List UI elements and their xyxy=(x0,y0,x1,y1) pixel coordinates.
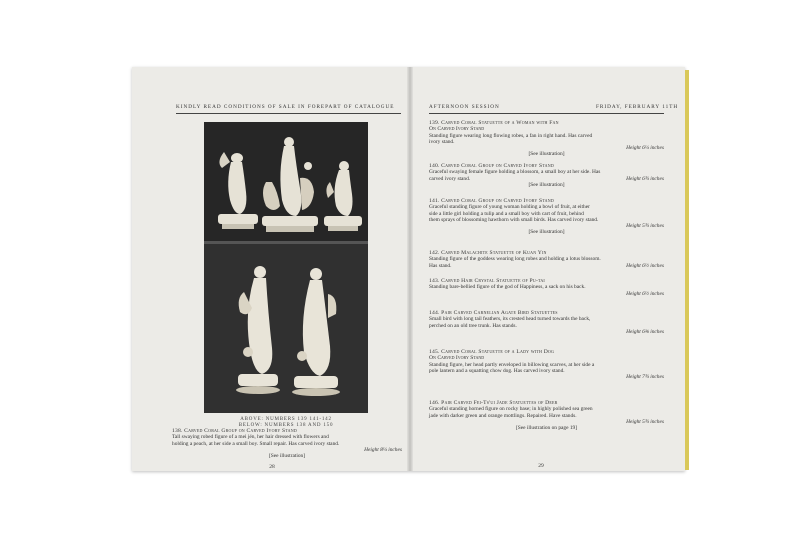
page-edge xyxy=(685,70,689,470)
lot-height: Height 7¾ inches xyxy=(626,374,664,381)
running-head-session: AFTERNOON SESSION xyxy=(429,104,500,110)
lot-description: Standing figure of the goddess wearing long robes and holding a lotus blossom. xyxy=(429,256,601,263)
lot-description: Standing figure wearing long flowing robes, a fan in right hand. Has carved xyxy=(429,132,593,139)
lot-title: 145. Carved Coral Statuette of a Lady with Dog xyxy=(429,349,555,355)
right-page xyxy=(413,67,685,471)
lot-illustration-note: [See illustration] xyxy=(268,453,306,460)
lot-title: 138. Carved Coral Group on Carved Ivory Stand xyxy=(172,428,297,434)
lot-entry xyxy=(429,278,664,297)
photo-caption-above: ABOVE: NUMBERS 139 141-142 xyxy=(240,417,332,422)
lot-description: Tall swaying robed figure of a mei jén, her hair dressed with flowers and xyxy=(172,434,329,441)
page-number: 28 xyxy=(269,464,275,470)
lot-description: perched on an old tree trunk. Has stands. xyxy=(429,322,517,329)
lot-subtitle: On Carved Ivory Stand xyxy=(429,126,485,133)
header-rule xyxy=(176,113,401,114)
lot-title: 142. Carved Malachite Statuette of Kuan Yin xyxy=(429,250,547,256)
lot-title: 139. Carved Coral Statuette of a Woman with Fan xyxy=(429,120,559,126)
lot-description: Small bird with long tail feathers, its crested head turned towards the back, xyxy=(429,316,591,323)
lot-description: Has stand. xyxy=(429,262,452,269)
running-head: KINDLY READ CONDITIONS OF SALE IN FOREPART OF CATALOGUE xyxy=(176,104,395,110)
lot-entry xyxy=(429,120,664,158)
lot-description: Graceful standing horned figure on rocky base; in highly polished sea green xyxy=(429,406,593,413)
lot-height: Height 6½ inches xyxy=(626,262,664,269)
lot-height: Height 6½ inches xyxy=(626,290,664,297)
lot-height: Height 6⅜ inches xyxy=(626,328,664,335)
lot-height: Height 5¾ inches xyxy=(626,223,664,230)
open-catalogue-book xyxy=(132,67,685,471)
lot-height: Height 5¾ inches xyxy=(626,418,664,425)
lot-height: Height 8¼ inches xyxy=(364,446,402,453)
lot-height: Height 6¼ inches xyxy=(626,145,664,152)
lot-description: Graceful swaying female figure holding a blossom, a small boy at her side. Has xyxy=(429,169,601,176)
lot-description: pole lantern and a squatting chow dog. Has carved ivory stand. xyxy=(429,367,565,374)
lot-description: them sprays of blossoming hawthorn with small birds. Has carved ivory stand. xyxy=(429,216,599,223)
lot-description: Standing figure, her head partly enveloped in billowing scarves, at her side a xyxy=(429,361,595,368)
lot-subtitle: On Carved Ivory Stand xyxy=(429,355,485,362)
lot-description: Standing bare-bellied figure of the god of Happiness, a sack on his back. xyxy=(429,284,586,291)
lot-illustration-note: [See illustration] xyxy=(528,181,565,188)
statuettes-photograph xyxy=(204,122,368,413)
lot-illustration-note: [See illustration] xyxy=(528,151,565,158)
lot-title: 143. Carved Hair Crystal Statuette of Pu-tai xyxy=(429,278,545,284)
lot-entry xyxy=(429,163,664,188)
running-head-date: FRIDAY, FEBRUARY 11TH xyxy=(596,104,679,110)
lot-description: Graceful standing figure of young woman holding a bowl of fruit, at either xyxy=(429,204,590,211)
lot-description: jade with darker green and orange mottlings. Repaired. Have stands. xyxy=(429,412,577,419)
lot-description: side a little girl holding a tulip and a small boy with cart of fruit, behind xyxy=(429,210,584,217)
left-page xyxy=(132,67,408,471)
lot-illustration-note: [See illustration] xyxy=(528,229,565,236)
lot-height: Height 6¾ inches xyxy=(626,175,664,182)
lot-entry xyxy=(429,400,664,431)
lot-title: 146. Pair Carved Fei-Ts'ui Jade Statuettes of Deer xyxy=(429,400,558,406)
lot-entry xyxy=(172,428,402,459)
lot-entry xyxy=(429,250,664,269)
page-number: 29 xyxy=(538,463,544,469)
lot-title: 144. Pair Carved Carnelian Agate Bird Statuettes xyxy=(429,310,558,316)
lot-entry xyxy=(429,310,664,335)
lot-description: carved ivory stand. xyxy=(429,175,471,182)
lot-description: ivory stand. xyxy=(429,138,455,145)
lot-illustration-note: [See illustration on page 19] xyxy=(515,425,578,432)
lot-title: 140. Carved Coral Group on Carved Ivory Stand xyxy=(429,163,554,169)
lot-description: holding a peach, at her side a small boy. Small repair. Has carved ivory stand. xyxy=(172,440,340,447)
lot-entry xyxy=(429,349,664,380)
photo-caption-below: BELOW: NUMBERS 138 AND 150 xyxy=(238,423,334,428)
header-rule xyxy=(429,113,664,114)
lot-entry xyxy=(429,198,664,236)
lot-title: 141. Carved Coral Group on Carved Ivory Stand xyxy=(429,198,554,204)
